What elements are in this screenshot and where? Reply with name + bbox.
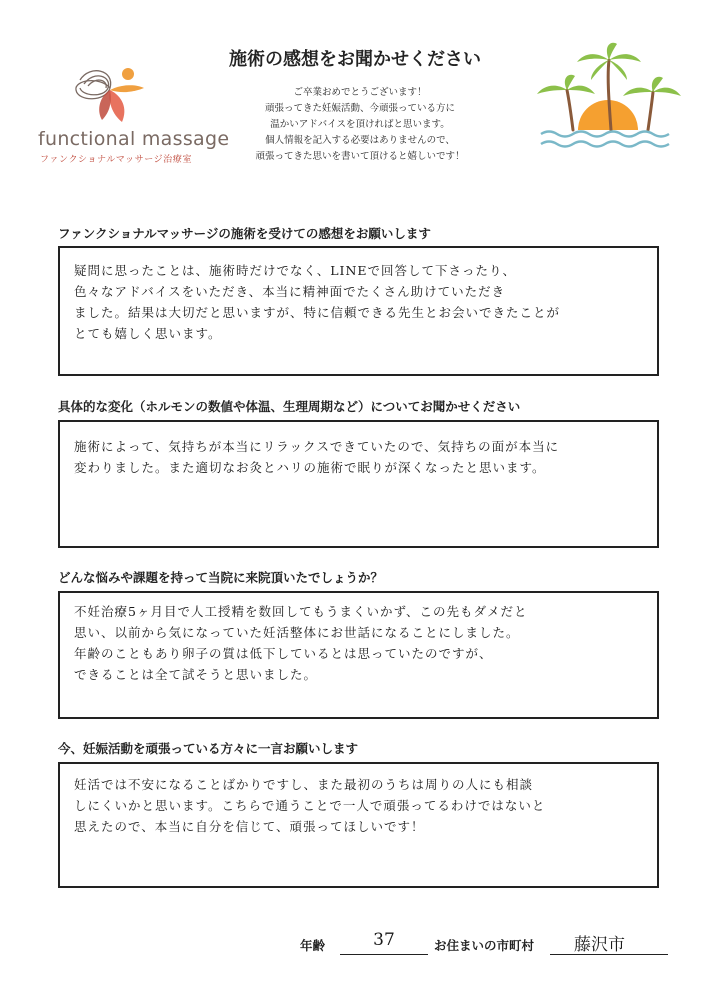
answer-line: できることは全て試そうと思いました。 [74, 667, 318, 682]
palm-tree-sunset-icon [533, 42, 683, 152]
answer-line: 年齢のこともあり卵子の質は低下しているとは思っていたのですが、 [74, 646, 493, 661]
question-concerns: どんな悩みや課題を持って当院に来院頂いたでしょうか？ [58, 570, 384, 585]
answer-text [74, 601, 527, 685]
answer-line: 疑問に思ったことは、施術時だけでなく、LINEで回答して下さったり、 [74, 263, 517, 278]
answer-line: 不妊治療5ヶ月目で人工授精を数回してもうまくいかず、この先もダメだと [74, 604, 528, 619]
brand-logo-icon [70, 62, 150, 132]
intro-line: ご卒業おめでとうございます！ [293, 87, 427, 98]
age-label: 年齢 [300, 938, 326, 953]
age-field [340, 930, 428, 955]
page-title: 施術の感想をお聞かせください [229, 49, 481, 70]
brand-subtitle: ファンクショナルマッサージ治療室 [40, 155, 193, 165]
answer-line: 色々なアドバイスをいただき、本当に精神面でたくさん助けていただき [74, 284, 506, 299]
answer-line: 変わりました。また適切なお灸とハリの施術で眠りが深くなったと思います。 [74, 460, 546, 475]
answer-box-impression [58, 246, 659, 376]
answer-line: しにくいかと思います。こちらで通うことで一人で頑張ってるわけではないと [74, 798, 546, 813]
answer-line: とても嬉しく思います。 [74, 326, 222, 341]
city-value: 藤沢市 [574, 935, 625, 955]
intro-line: 温かいアドバイスを頂ければと思います。 [270, 119, 450, 130]
age-value: 37 [373, 930, 395, 950]
intro-line: 頑張ってきた思いを書いて頂けると嬉しいです！ [255, 151, 465, 162]
intro-line: 頑張ってきた妊娠活動、今頑張っている方に [264, 103, 455, 114]
question-changes: 具体的な変化（ホルモンの数値や体温、生理周期など）についてお聞かせください [58, 399, 521, 414]
answer-text [74, 260, 560, 344]
city-label: お住まいの市町村 [434, 938, 535, 953]
answer-text [74, 436, 559, 478]
answer-box-message [58, 762, 659, 888]
answer-line: 思えたので、本当に自分を信じて、頑張ってほしいです！ [74, 819, 425, 834]
answer-line: 思い、以前から気になっていた妊活整体にお世話になることにしました。 [74, 625, 520, 640]
answer-box-changes [58, 420, 659, 548]
brand-name: functional massage [38, 128, 230, 150]
intro-text [210, 85, 510, 165]
answer-line: 妊活では不安になることばかりですし、また最初のうちは周りの人にも相談 [74, 777, 534, 792]
answer-text [74, 774, 545, 837]
answer-line: 施術によって、気持ちが本当にリラックスできていたので、気持ちの面が本当に [74, 439, 560, 454]
city-field [550, 930, 668, 955]
intro-line: 個人情報を記入する必要はありませんので、 [265, 135, 455, 146]
question-impression: ファンクショナルマッサージの施術を受けての感想をお願いします [58, 226, 431, 241]
answer-line: ました。結果は大切だと思いますが、特に信頼できる先生とお会いできたことが [74, 305, 561, 320]
answer-box-concerns [58, 591, 659, 719]
question-message: 今、妊娠活動を頑張っている方々に一言お願いします [58, 741, 359, 756]
